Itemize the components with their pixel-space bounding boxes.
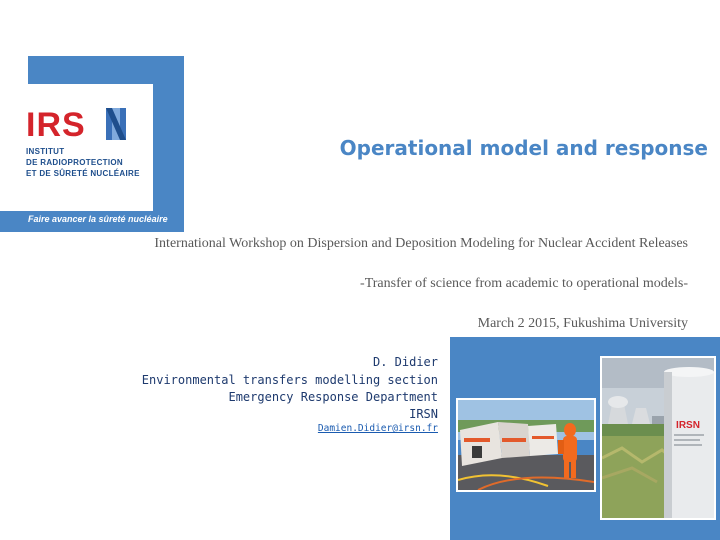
logo-text: IRS xyxy=(26,106,86,144)
hazmat-tents-photo xyxy=(456,398,596,492)
logo-n-icon xyxy=(106,108,126,140)
logo-tagline: Faire avancer la sûreté nucléaire xyxy=(28,214,168,224)
author-department: Emergency Response Department xyxy=(228,390,438,404)
author-org: IRSN xyxy=(409,407,438,421)
author-section: Environmental transfers modelling section xyxy=(141,373,438,387)
workshop-name: International Workshop on Dispersion and Deposition Modeling for Nuclear Accident Releases xyxy=(154,236,688,251)
logo-line-3: ET DE SÛRETÉ NUCLÉAIRE xyxy=(26,169,140,178)
workshop-date: March 2 2015, Fukushima University xyxy=(477,316,688,331)
author-name: D. Didier xyxy=(372,355,438,369)
power-plant-scene-icon xyxy=(602,358,714,518)
logo-panel xyxy=(0,84,153,211)
svg-text:IRSN: IRSN xyxy=(676,420,700,431)
slide-title: Operational model and response xyxy=(339,136,708,160)
power-plant-monitor-photo xyxy=(600,356,716,520)
author-email-link[interactable]: Damien.Didier@irsn.fr xyxy=(317,423,438,434)
hazmat-scene-icon xyxy=(458,400,594,490)
workshop-theme: -Transfer of science from academic to operational models- xyxy=(360,276,688,291)
logo-line-2: DE RADIOPROTECTION xyxy=(26,158,123,167)
logo-line-1: INSTITUT xyxy=(26,147,65,156)
left-band-top-cutout xyxy=(28,0,184,56)
